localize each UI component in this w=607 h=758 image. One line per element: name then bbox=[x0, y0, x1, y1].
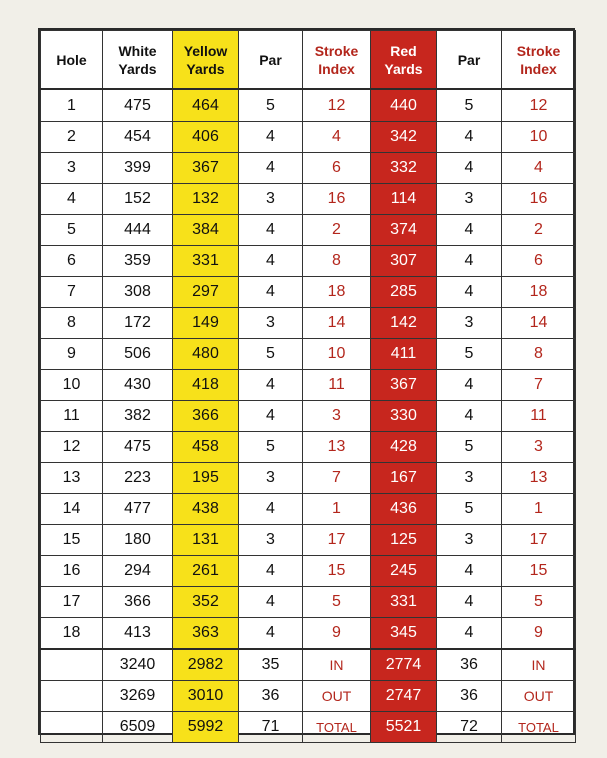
stroke-index-cell: TOTAL bbox=[303, 712, 371, 743]
stroke-index-red-cell: OUT bbox=[502, 681, 576, 712]
col-header-par-red: Par bbox=[437, 31, 502, 90]
header-row bbox=[41, 31, 576, 90]
yellow-yards-cell: 384 bbox=[173, 215, 239, 246]
total-row bbox=[41, 649, 576, 681]
yellow-yards-cell: 3010 bbox=[173, 681, 239, 712]
yellow-yards-cell: 438 bbox=[173, 494, 239, 525]
par-red-cell: 4 bbox=[437, 122, 502, 153]
white-yards-cell: 444 bbox=[103, 215, 173, 246]
hole-cell bbox=[41, 712, 103, 743]
yellow-yards-cell: 363 bbox=[173, 618, 239, 650]
red-yards-cell: 374 bbox=[371, 215, 437, 246]
yellow-yards-cell: 406 bbox=[173, 122, 239, 153]
red-yards-cell: 5521 bbox=[371, 712, 437, 743]
stroke-index-cell: 1 bbox=[303, 494, 371, 525]
col-header-hole: Hole bbox=[41, 31, 103, 90]
yellow-yards-cell: 331 bbox=[173, 246, 239, 277]
par-cell: 4 bbox=[239, 153, 303, 184]
red-yards-cell: 440 bbox=[371, 89, 437, 122]
par-cell: 5 bbox=[239, 432, 303, 463]
stroke-index-red-cell: 4 bbox=[502, 153, 576, 184]
yellow-yards-cell: 132 bbox=[173, 184, 239, 215]
stroke-index-red-cell: 2 bbox=[502, 215, 576, 246]
par-cell: 5 bbox=[239, 89, 303, 122]
white-yards-cell: 399 bbox=[103, 153, 173, 184]
par-red-cell: 4 bbox=[437, 215, 502, 246]
par-cell: 4 bbox=[239, 370, 303, 401]
par-red-cell: 5 bbox=[437, 89, 502, 122]
table-row bbox=[41, 122, 576, 153]
par-cell: 36 bbox=[239, 681, 303, 712]
red-yards-cell: 345 bbox=[371, 618, 437, 650]
table-row bbox=[41, 370, 576, 401]
yellow-yards-cell: 367 bbox=[173, 153, 239, 184]
col-header-stroke-index-red: Stroke Index bbox=[502, 31, 576, 90]
table-row bbox=[41, 587, 576, 618]
red-yards-cell: 332 bbox=[371, 153, 437, 184]
yellow-yards-cell: 418 bbox=[173, 370, 239, 401]
hole-cell: 7 bbox=[41, 277, 103, 308]
par-cell: 3 bbox=[239, 463, 303, 494]
yellow-yards-cell: 2982 bbox=[173, 649, 239, 681]
par-cell: 4 bbox=[239, 246, 303, 277]
par-red-cell: 3 bbox=[437, 308, 502, 339]
par-cell: 4 bbox=[239, 122, 303, 153]
stroke-index-red-cell: 13 bbox=[502, 463, 576, 494]
stroke-index-cell: 18 bbox=[303, 277, 371, 308]
white-yards-cell: 475 bbox=[103, 432, 173, 463]
scorecard-table bbox=[40, 30, 576, 743]
hole-cell: 4 bbox=[41, 184, 103, 215]
stroke-index-cell: 16 bbox=[303, 184, 371, 215]
col-header-yellow-yards: Yellow Yards bbox=[173, 31, 239, 90]
par-cell: 4 bbox=[239, 215, 303, 246]
white-yards-cell: 506 bbox=[103, 339, 173, 370]
par-red-cell: 4 bbox=[437, 556, 502, 587]
par-cell: 71 bbox=[239, 712, 303, 743]
white-yards-cell: 180 bbox=[103, 525, 173, 556]
par-cell: 3 bbox=[239, 525, 303, 556]
table-row bbox=[41, 89, 576, 122]
par-cell: 4 bbox=[239, 494, 303, 525]
stroke-index-cell: 3 bbox=[303, 401, 371, 432]
table-row bbox=[41, 494, 576, 525]
stroke-index-cell: 14 bbox=[303, 308, 371, 339]
stroke-index-cell: 13 bbox=[303, 432, 371, 463]
yellow-yards-cell: 352 bbox=[173, 587, 239, 618]
hole-cell: 3 bbox=[41, 153, 103, 184]
par-red-cell: 4 bbox=[437, 153, 502, 184]
white-yards-cell: 413 bbox=[103, 618, 173, 650]
yellow-yards-cell: 261 bbox=[173, 556, 239, 587]
white-yards-cell: 308 bbox=[103, 277, 173, 308]
stroke-index-cell: 15 bbox=[303, 556, 371, 587]
table-row bbox=[41, 339, 576, 370]
stroke-index-red-cell: IN bbox=[502, 649, 576, 681]
stroke-index-cell: IN bbox=[303, 649, 371, 681]
hole-cell: 10 bbox=[41, 370, 103, 401]
white-yards-cell: 6509 bbox=[103, 712, 173, 743]
col-header-par: Par bbox=[239, 31, 303, 90]
stroke-index-cell: 9 bbox=[303, 618, 371, 650]
yellow-yards-cell: 480 bbox=[173, 339, 239, 370]
stroke-index-red-cell: 5 bbox=[502, 587, 576, 618]
par-red-cell: 5 bbox=[437, 494, 502, 525]
white-yards-cell: 152 bbox=[103, 184, 173, 215]
red-yards-cell: 142 bbox=[371, 308, 437, 339]
hole-cell: 5 bbox=[41, 215, 103, 246]
table-row bbox=[41, 556, 576, 587]
par-red-cell: 3 bbox=[437, 463, 502, 494]
stroke-index-red-cell: 10 bbox=[502, 122, 576, 153]
stroke-index-cell: 10 bbox=[303, 339, 371, 370]
red-yards-cell: 411 bbox=[371, 339, 437, 370]
stroke-index-red-cell: 7 bbox=[502, 370, 576, 401]
stroke-index-cell: OUT bbox=[303, 681, 371, 712]
table-row bbox=[41, 463, 576, 494]
stroke-index-cell: 7 bbox=[303, 463, 371, 494]
hole-cell: 12 bbox=[41, 432, 103, 463]
hole-cell: 6 bbox=[41, 246, 103, 277]
col-header-red-yards: Red Yards bbox=[371, 31, 437, 90]
par-cell: 4 bbox=[239, 401, 303, 432]
hole-cell bbox=[41, 681, 103, 712]
table-row bbox=[41, 246, 576, 277]
par-cell: 4 bbox=[239, 618, 303, 650]
hole-cell: 1 bbox=[41, 89, 103, 122]
col-header-white-yards: White Yards bbox=[103, 31, 173, 90]
hole-cell bbox=[41, 649, 103, 681]
white-yards-cell: 294 bbox=[103, 556, 173, 587]
scorecard bbox=[38, 28, 575, 735]
par-red-cell: 3 bbox=[437, 184, 502, 215]
red-yards-cell: 167 bbox=[371, 463, 437, 494]
table-row bbox=[41, 153, 576, 184]
par-red-cell: 4 bbox=[437, 587, 502, 618]
stroke-index-red-cell: 6 bbox=[502, 246, 576, 277]
par-red-cell: 5 bbox=[437, 432, 502, 463]
hole-cell: 15 bbox=[41, 525, 103, 556]
yellow-yards-cell: 366 bbox=[173, 401, 239, 432]
yellow-yards-cell: 297 bbox=[173, 277, 239, 308]
stroke-index-red-cell: TOTAL bbox=[502, 712, 576, 743]
par-red-cell: 4 bbox=[437, 246, 502, 277]
par-cell: 4 bbox=[239, 556, 303, 587]
stroke-index-cell: 5 bbox=[303, 587, 371, 618]
white-yards-cell: 477 bbox=[103, 494, 173, 525]
white-yards-cell: 3269 bbox=[103, 681, 173, 712]
par-red-cell: 4 bbox=[437, 370, 502, 401]
stroke-index-red-cell: 3 bbox=[502, 432, 576, 463]
white-yards-cell: 366 bbox=[103, 587, 173, 618]
white-yards-cell: 223 bbox=[103, 463, 173, 494]
red-yards-cell: 342 bbox=[371, 122, 437, 153]
hole-cell: 8 bbox=[41, 308, 103, 339]
stroke-index-cell: 11 bbox=[303, 370, 371, 401]
yellow-yards-cell: 464 bbox=[173, 89, 239, 122]
white-yards-cell: 172 bbox=[103, 308, 173, 339]
red-yards-cell: 2774 bbox=[371, 649, 437, 681]
yellow-yards-cell: 195 bbox=[173, 463, 239, 494]
par-red-cell: 72 bbox=[437, 712, 502, 743]
stroke-index-cell: 17 bbox=[303, 525, 371, 556]
white-yards-cell: 359 bbox=[103, 246, 173, 277]
hole-cell: 13 bbox=[41, 463, 103, 494]
par-red-cell: 4 bbox=[437, 401, 502, 432]
col-header-stroke-index: Stroke Index bbox=[303, 31, 371, 90]
par-red-cell: 36 bbox=[437, 649, 502, 681]
red-yards-cell: 2747 bbox=[371, 681, 437, 712]
hole-cell: 2 bbox=[41, 122, 103, 153]
hole-cell: 14 bbox=[41, 494, 103, 525]
stroke-index-red-cell: 1 bbox=[502, 494, 576, 525]
red-yards-cell: 367 bbox=[371, 370, 437, 401]
par-red-cell: 36 bbox=[437, 681, 502, 712]
table-row bbox=[41, 277, 576, 308]
table-row bbox=[41, 308, 576, 339]
stroke-index-cell: 2 bbox=[303, 215, 371, 246]
white-yards-cell: 3240 bbox=[103, 649, 173, 681]
stroke-index-red-cell: 15 bbox=[502, 556, 576, 587]
hole-cell: 16 bbox=[41, 556, 103, 587]
stroke-index-red-cell: 11 bbox=[502, 401, 576, 432]
stroke-index-cell: 12 bbox=[303, 89, 371, 122]
stroke-index-red-cell: 8 bbox=[502, 339, 576, 370]
red-yards-cell: 307 bbox=[371, 246, 437, 277]
yellow-yards-cell: 5992 bbox=[173, 712, 239, 743]
white-yards-cell: 430 bbox=[103, 370, 173, 401]
yellow-yards-cell: 458 bbox=[173, 432, 239, 463]
hole-cell: 18 bbox=[41, 618, 103, 650]
red-yards-cell: 114 bbox=[371, 184, 437, 215]
table-row bbox=[41, 432, 576, 463]
par-cell: 3 bbox=[239, 184, 303, 215]
red-yards-cell: 330 bbox=[371, 401, 437, 432]
red-yards-cell: 436 bbox=[371, 494, 437, 525]
stroke-index-red-cell: 14 bbox=[502, 308, 576, 339]
yellow-yards-cell: 149 bbox=[173, 308, 239, 339]
table-row bbox=[41, 525, 576, 556]
yellow-yards-cell: 131 bbox=[173, 525, 239, 556]
par-cell: 3 bbox=[239, 308, 303, 339]
par-cell: 4 bbox=[239, 587, 303, 618]
stroke-index-red-cell: 16 bbox=[502, 184, 576, 215]
stroke-index-red-cell: 18 bbox=[502, 277, 576, 308]
white-yards-cell: 475 bbox=[103, 89, 173, 122]
hole-cell: 17 bbox=[41, 587, 103, 618]
par-cell: 35 bbox=[239, 649, 303, 681]
par-cell: 5 bbox=[239, 339, 303, 370]
red-yards-cell: 285 bbox=[371, 277, 437, 308]
par-red-cell: 4 bbox=[437, 277, 502, 308]
table-row bbox=[41, 215, 576, 246]
stroke-index-cell: 4 bbox=[303, 122, 371, 153]
red-yards-cell: 125 bbox=[371, 525, 437, 556]
red-yards-cell: 245 bbox=[371, 556, 437, 587]
stroke-index-red-cell: 17 bbox=[502, 525, 576, 556]
par-red-cell: 5 bbox=[437, 339, 502, 370]
table-row bbox=[41, 618, 576, 650]
table-row bbox=[41, 184, 576, 215]
par-red-cell: 4 bbox=[437, 618, 502, 650]
stroke-index-red-cell: 9 bbox=[502, 618, 576, 650]
hole-cell: 11 bbox=[41, 401, 103, 432]
total-row bbox=[41, 681, 576, 712]
white-yards-cell: 454 bbox=[103, 122, 173, 153]
par-red-cell: 3 bbox=[437, 525, 502, 556]
red-yards-cell: 428 bbox=[371, 432, 437, 463]
hole-cell: 9 bbox=[41, 339, 103, 370]
par-cell: 4 bbox=[239, 277, 303, 308]
stroke-index-cell: 6 bbox=[303, 153, 371, 184]
stroke-index-red-cell: 12 bbox=[502, 89, 576, 122]
total-row bbox=[41, 712, 576, 743]
stroke-index-cell: 8 bbox=[303, 246, 371, 277]
white-yards-cell: 382 bbox=[103, 401, 173, 432]
table-row bbox=[41, 401, 576, 432]
red-yards-cell: 331 bbox=[371, 587, 437, 618]
